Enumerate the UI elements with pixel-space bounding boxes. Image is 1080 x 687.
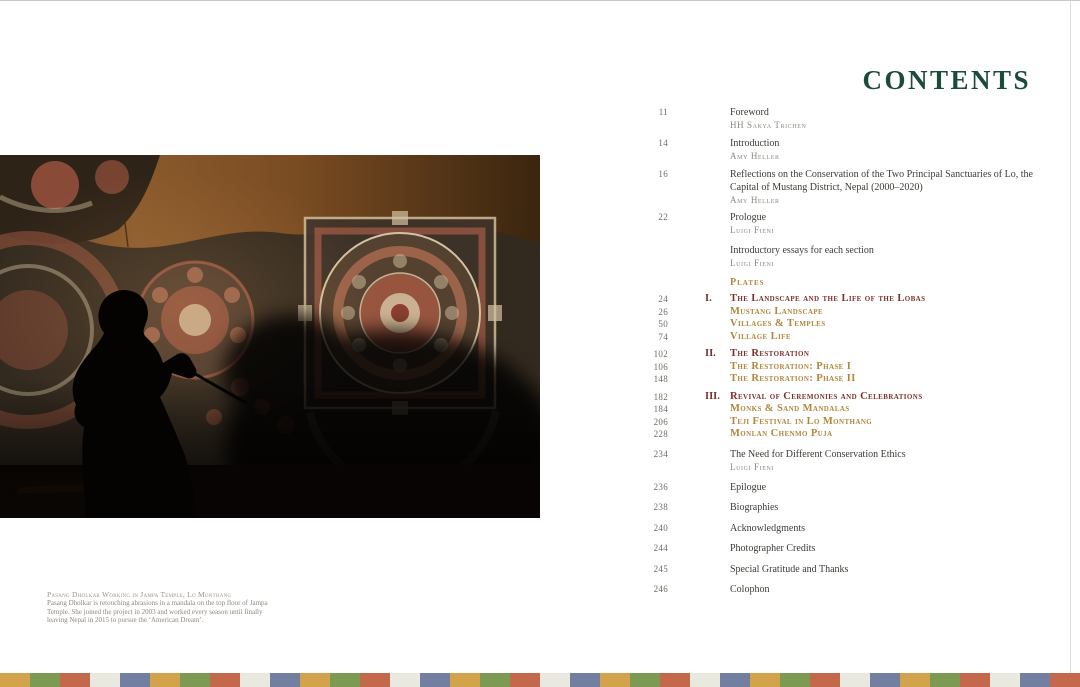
toc-subsection-title: Village Life — [730, 330, 791, 342]
strip-square-green — [930, 673, 960, 687]
toc-page-number: 106 — [653, 361, 668, 372]
toc-entry-reflections — [638, 168, 1040, 206]
strip-square-green — [30, 673, 60, 687]
toc-page-number: 244 — [653, 543, 668, 553]
toc-entry-title: Introduction — [730, 138, 780, 149]
toc-page-number: 206 — [653, 416, 668, 427]
toc-plate-section-2 — [638, 348, 1040, 361]
toc-subsection-title: Teji Festival in Lo Monthang — [730, 415, 873, 427]
toc-entry-title: Introductory essays for each section — [730, 245, 874, 256]
toc-entry-conservation-ethics — [638, 448, 1040, 473]
toc-entry-title: Colophon — [730, 584, 770, 595]
toc-entry-title: Acknowledgments — [730, 522, 805, 534]
toc-page-number: 24 — [658, 294, 668, 304]
toc-page-number: 236 — [653, 481, 668, 492]
footer-strip — [0, 673, 1080, 687]
strip-square-red — [960, 673, 990, 687]
toc-page-number: 228 — [653, 429, 668, 439]
toc-subsection-title: Monlan Chenmo Puja — [730, 428, 833, 439]
strip-square-red — [810, 673, 840, 687]
strip-square-cream — [690, 673, 720, 687]
toc-subsection-title: The Restoration: Phase I — [730, 360, 852, 372]
strip-square-green — [780, 673, 810, 687]
toc-page-number: 234 — [653, 448, 668, 459]
strip-square-gold — [0, 673, 30, 687]
strip-square-slate — [570, 673, 600, 687]
toc-page-number: 26 — [658, 306, 668, 317]
toc-section-title: The Restoration — [730, 348, 810, 359]
toc-section-title: Revival of Ceremonies and Celebrations — [730, 390, 923, 402]
strip-square-cream — [390, 673, 420, 687]
toc-page-number: 240 — [653, 522, 668, 533]
toc-page-number: 246 — [653, 584, 668, 594]
toc-entry-acknowledgments — [638, 522, 1040, 535]
toc-entry-author: Luigi Fieni — [730, 225, 775, 235]
strip-square-gold — [450, 673, 480, 687]
toc-entry-author: Luigi Fieni — [730, 258, 775, 268]
strip-square-gold — [750, 673, 780, 687]
toc-page-number: 14 — [658, 138, 668, 148]
toc-plate-sub — [638, 361, 1040, 374]
toc-page-number: 16 — [658, 169, 668, 179]
toc-entry-title: Prologue — [730, 212, 767, 223]
toc-entry-title: Reflections on the Conservation of the Two Principal Sanctuaries of Lo, the Capital of Mustang District, Nepal (2000–2020) — [730, 169, 1033, 193]
toc-subsection-title: Villages & Temples — [730, 318, 826, 329]
strip-square-green — [630, 673, 660, 687]
strip-square-gold — [900, 673, 930, 687]
toc-entry-title: Photographer Credits — [730, 543, 816, 554]
toc-plate-section-3 — [638, 391, 1040, 404]
strip-square-cream — [990, 673, 1020, 687]
toc-page-number: 184 — [653, 404, 668, 414]
strip-square-red — [210, 673, 240, 687]
strip-square-red — [660, 673, 690, 687]
mural-photo-illustration — [0, 155, 540, 518]
toc-entry-special-gratitude — [638, 563, 1040, 576]
strip-square-red — [510, 673, 540, 687]
table-of-contents — [638, 106, 1040, 604]
toc-entry-title: Special Gratitude and Thanks — [730, 563, 849, 575]
toc-page-number: 182 — [653, 391, 668, 402]
toc-entry-title: Foreword — [730, 107, 769, 118]
toc-page-number: 22 — [658, 212, 668, 222]
strip-square-green — [330, 673, 360, 687]
toc-entry-prologue — [638, 211, 1040, 236]
toc-entry-colophon — [638, 583, 1040, 596]
strip-square-green — [480, 673, 510, 687]
strip-square-green — [180, 673, 210, 687]
strip-square-cream — [240, 673, 270, 687]
strip-square-red — [1050, 673, 1080, 687]
toc-entry-introduction — [638, 137, 1040, 162]
photo-caption-body: Pasang Dholkar is retouching abrasions in a mandala on the top floor of Jampa Temple. She joined the project in 2003 and worked every season until finally leaving Nepal in 2015 to pursue the ‘American Dream’. — [47, 599, 268, 625]
toc-plate-section-1 — [638, 293, 1040, 306]
toc-roman-numeral: II. — [705, 348, 716, 359]
page-top-edge — [0, 0, 1080, 1]
toc-page-number: 245 — [653, 563, 668, 574]
toc-plate-sub — [638, 416, 1040, 429]
toc-entry-epilogue — [638, 481, 1040, 494]
strip-square-cream — [90, 673, 120, 687]
strip-square-slate — [870, 673, 900, 687]
strip-square-slate — [120, 673, 150, 687]
toc-plate-sub — [638, 428, 1040, 441]
toc-subsection-title: Monks & Sand Mandalas — [730, 403, 850, 414]
toc-plates-heading: Plates — [730, 277, 765, 288]
strip-square-gold — [600, 673, 630, 687]
toc-roman-numeral: III. — [705, 390, 720, 402]
toc-entry-photographer-credits — [638, 542, 1040, 555]
strip-square-red — [60, 673, 90, 687]
toc-roman-numeral: I. — [705, 293, 712, 304]
toc-entry-introductory-essays — [638, 244, 1040, 269]
strip-square-cream — [540, 673, 570, 687]
toc-plate-sub — [638, 331, 1040, 344]
toc-page-number: 74 — [658, 331, 668, 342]
toc-entry-biographies — [638, 501, 1040, 514]
toc-entry-author: Luigi Fieni — [730, 461, 775, 472]
strip-square-slate — [420, 673, 450, 687]
toc-entry-author: HH Sakya Trichen — [730, 120, 807, 130]
strip-square-slate — [720, 673, 750, 687]
strip-square-gold — [150, 673, 180, 687]
toc-plate-sub — [638, 318, 1040, 331]
toc-entry-title: The Need for Different Conservation Ethics — [730, 448, 906, 460]
strip-square-red — [360, 673, 390, 687]
page-right-edge — [1070, 1, 1071, 673]
toc-plate-sub — [638, 403, 1040, 416]
photo-caption — [47, 590, 281, 625]
toc-page-number: 238 — [653, 502, 668, 512]
toc-page-number: 102 — [653, 349, 668, 359]
toc-entry-foreword — [638, 106, 1040, 131]
toc-entry-author: Amy Heller — [730, 195, 780, 205]
toc-subsection-title: Mustang Landscape — [730, 305, 824, 317]
page-title: CONTENTS — [862, 65, 1031, 96]
strip-square-gold — [300, 673, 330, 687]
toc-page-number: 11 — [658, 107, 668, 117]
toc-plate-sub — [638, 373, 1040, 386]
toc-section-title: The Landscape and the Life of the Lobas — [730, 293, 926, 304]
toc-subsection-title: The Restoration: Phase II — [730, 373, 856, 384]
photo-conservator-mural — [0, 155, 540, 518]
strip-square-slate — [1020, 673, 1050, 687]
photo-caption-title: Pasang Dholkar Working in Jampa Temple, Lo Monthang — [47, 590, 232, 599]
toc-page-number: 148 — [653, 374, 668, 384]
toc-page-number: 50 — [658, 319, 668, 329]
strip-square-slate — [270, 673, 300, 687]
toc-entry-title: Epilogue — [730, 481, 767, 493]
toc-plate-sub — [638, 306, 1040, 319]
strip-square-cream — [840, 673, 870, 687]
toc-entry-author: Amy Heller — [730, 151, 780, 161]
toc-entry-title: Biographies — [730, 502, 779, 513]
